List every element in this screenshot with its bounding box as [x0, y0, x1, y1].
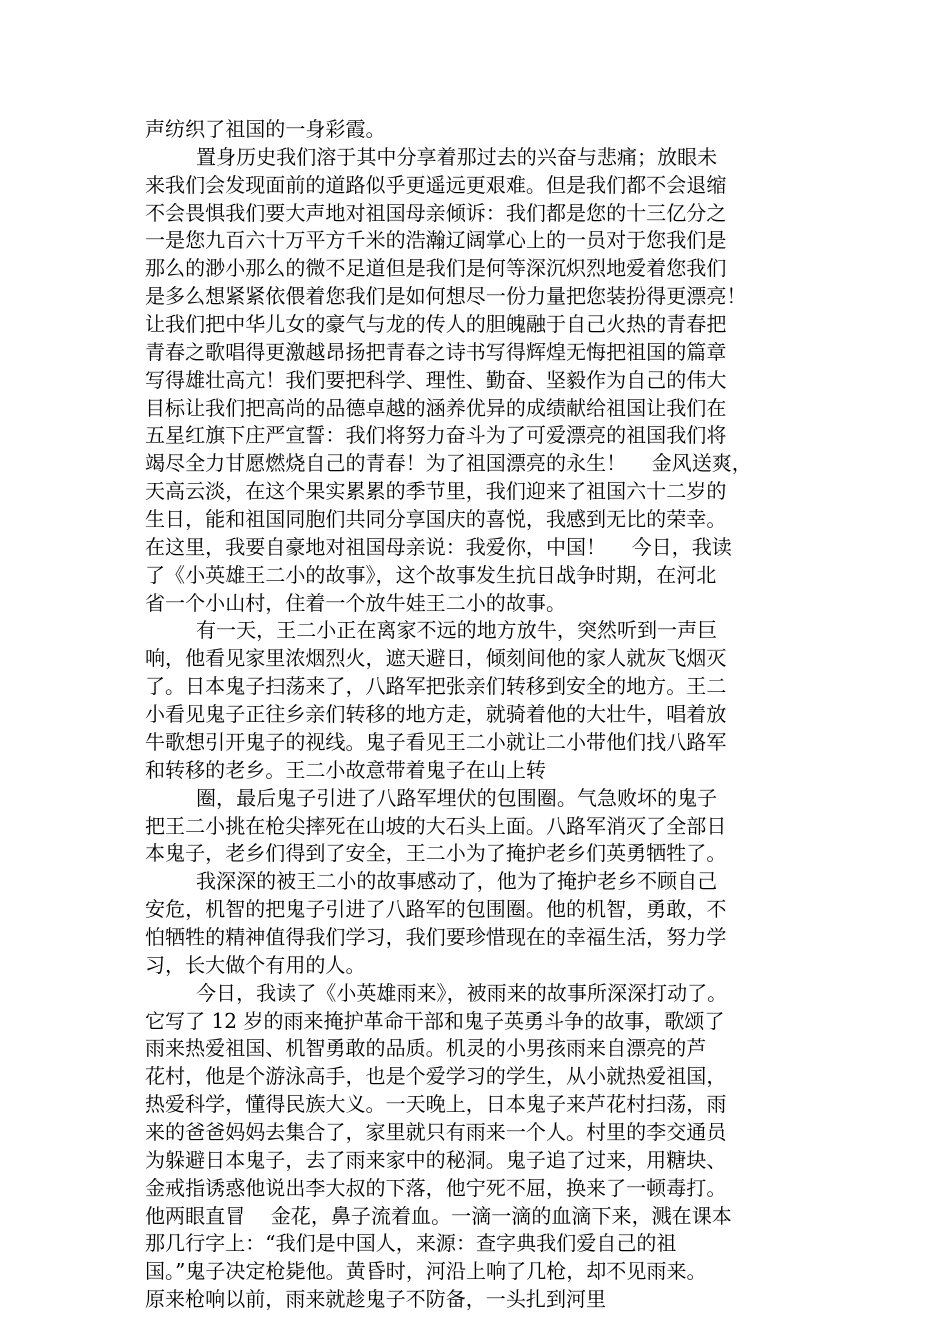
text-line: 响，他看见家里浓烟烈火，遮天避日，倾刻间他的家人就灰飞烟灭: [145, 646, 727, 671]
text-line: 在这里，我要自豪地对祖国母亲说：我爱你，中国！ 今日，我读: [145, 534, 732, 559]
text-line: 我深深的被王二小的故事感动了，他为了掩护老乡不顾自己: [145, 869, 718, 894]
text-line: 青春之歌唱得更激越昂扬把青春之诗书写得辉煌无悔把祖国的篇章: [145, 339, 727, 364]
text-line: 国。”鬼子决定枪毙他。黄昏时，河沿上响了几枪，却不见雨来。: [145, 1259, 707, 1284]
text-line: 为躲避日本鬼子，去了雨来家中的秘洞。鬼子追了过来，用糖块、: [145, 1147, 727, 1172]
text-line: 那几行字上：“我们是中国人，来源：查字典我们爱自己的祖: [145, 1231, 677, 1256]
text-line: 安危，机智的把鬼子引进了八路军的包围圈。他的机智，勇敢，不: [145, 897, 727, 922]
text-line: 和转移的老乡。王二小故意带着鬼子在山上转: [145, 757, 546, 782]
text-line: 热爱科学，懂得民族大义。一天晚上，日本鬼子来芦花村扫荡，雨: [145, 1092, 727, 1117]
text-line: 它写了 12 岁的雨来掩护革命干部和鬼子英勇斗争的故事，歌颂了: [145, 1008, 725, 1033]
text-line: 不会畏惧我们要大声地对祖国母亲倾诉：我们都是您的十三亿分之: [145, 200, 727, 225]
text-line: 写得雄壮高亢！我们要把科学、理性、勤奋、坚毅作为自己的伟大: [145, 367, 727, 392]
text-line: 小看见鬼子正往乡亲们转移的地方走，就骑着他的大壮牛，唱着放: [145, 702, 727, 727]
text-line: 目标让我们把高尚的品德卓越的涵养优异的成绩献给祖国让我们在: [145, 395, 727, 420]
text-line: 圈，最后鬼子引进了八路军埋伏的包围圈。气急败坏的鬼子: [145, 785, 718, 810]
text-line: 来的爸爸妈妈去集合了，家里就只有雨来一个人。村里的李交通员: [145, 1119, 727, 1144]
text-line: 生日，能和祖国同胞们共同分享国庆的喜悦，我感到无比的荣幸。: [145, 507, 727, 532]
text-line: 怕牺牲的精神值得我们学习，我们要珍惜现在的幸福生活，努力学: [145, 924, 727, 949]
text-line: 五星红旗下庄严宣誓：我们将努力奋斗为了可爱漂亮的祖国我们将: [145, 423, 727, 448]
text-line: 省一个小山村，住着一个放牛娃王二小的故事。: [145, 590, 566, 615]
text-line: 置身历史我们溶于其中分享着那过去的兴奋与悲痛；放眼未: [145, 144, 718, 169]
text-line: 金戒指诱惑他说出李大叔的下落，他宁死不屈，换来了一顿毒打。: [145, 1175, 727, 1200]
text-line: 让我们把中华儿女的豪气与龙的传人的胆魄融于自己火热的青春把: [145, 312, 727, 337]
text-line: 牛歌想引开鬼子的视线。鬼子看见王二小就让二小带他们找八路军: [145, 729, 727, 754]
text-line: 竭尽全力甘愿燃烧自己的青春！为了祖国漂亮的永生！ 金风送爽，: [145, 451, 752, 476]
text-line: 了《小英雄王二小的故事》，这个故事发生抗日战争时期，在河北: [145, 562, 717, 587]
text-line: 雨来热爱祖国、机智勇敢的品质。机灵的小男孩雨来自漂亮的芦: [145, 1036, 707, 1061]
text-line: 花村，他是个游泳高手，也是个爱学习的学生，从小就热爱祖国，: [145, 1064, 727, 1089]
text-line: 他两眼直冒 金花，鼻子流着血。一滴一滴的血滴下来，溅在课本: [145, 1203, 732, 1228]
text-line: 声纺织了祖国的一身彩霞。: [145, 117, 386, 141]
text-line: 今日，我读了《小英雄雨来》，被雨来的故事所深深打动了。: [145, 980, 728, 1005]
text-line: 把王二小挑在枪尖摔死在山坡的大石头上面。八路军消灭了全部日: [145, 813, 727, 838]
text-line: 习，长大做个有用的人。: [145, 952, 366, 977]
text-line: 来我们会发现面前的道路似乎更遥远更艰难。但是我们都不会退缩: [145, 172, 727, 197]
text-line: 有一天，王二小正在离家不远的地方放牛，突然听到一声巨: [145, 618, 718, 643]
text-line: 那么的渺小那么的微不足道但是我们是何等深沉炽烈地爱着您我们: [145, 256, 727, 281]
text-line: 天高云淡，在这个果实累累的季节里，我们迎来了祖国六十二岁的: [145, 479, 727, 504]
text-line: 了。日本鬼子扫荡来了，八路军把张亲们转移到安全的地方。王二: [145, 674, 727, 699]
text-line: 本鬼子，老乡们得到了安全，王二小为了掩护老乡们英勇牺牲了。: [145, 841, 727, 866]
text-line: 一是您九百六十万平方千米的浩瀚辽阔掌心上的一员对于您我们是: [145, 228, 727, 253]
text-line: 是多么想紧紧依偎着您我们是如何想尽一份力量把您装扮得更漂亮！: [145, 284, 747, 309]
text-line: 原来枪响以前，雨来就趁鬼子不防备，一头扎到河里: [145, 1287, 607, 1312]
